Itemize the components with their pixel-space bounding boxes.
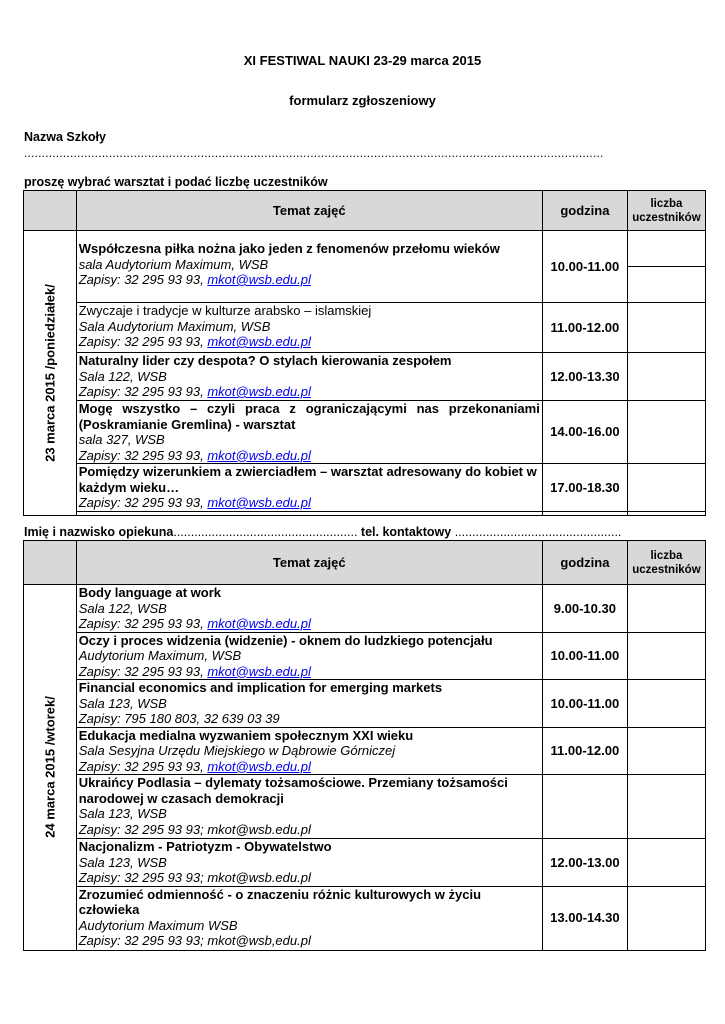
school-name-label: Nazwa Szkoły bbox=[24, 130, 106, 144]
table-row bbox=[24, 839, 706, 887]
table-row bbox=[24, 585, 706, 633]
workshop-time: 11.00-12.00 bbox=[542, 727, 627, 775]
table-row bbox=[24, 464, 706, 512]
participants-input[interactable] bbox=[627, 727, 705, 775]
workshop-time: 9.00-10.30 bbox=[542, 585, 627, 633]
workshop-time: 17.00-18.30 bbox=[542, 464, 627, 512]
workshop-topic: Oczy i proces widzenia (widzenie) - oknem do ludzkiego potencjału Audytorium Maximum, WSB Zapisy: 32 295 93 93, mkot@wsb.edu.pl bbox=[76, 632, 542, 680]
school-name-field[interactable]: .................................................................................................................................................................... bbox=[24, 146, 604, 160]
table-row bbox=[24, 401, 706, 464]
header-day-cell bbox=[24, 191, 77, 231]
workshop-time: 12.00-13.00 bbox=[542, 839, 627, 887]
workshop-time: 13.00-14.30 bbox=[542, 886, 627, 950]
workshop-time: 12.00-13.30 bbox=[542, 353, 627, 401]
day-label: 23 marca 2015 /poniedziałek/ bbox=[42, 284, 58, 462]
workshop-topic: Edukacja medialna wyzwaniem społecznym XXI wieku Sala Sesyjna Urzędu Miejskiego w Dąbrowie Górniczej Zapisy: 32 295 93 93, mkot@wsb.edu.pl bbox=[76, 727, 542, 775]
email-link[interactable]: mkot@wsb.edu.pl bbox=[207, 616, 311, 631]
participants-input[interactable] bbox=[627, 839, 705, 887]
table-row bbox=[24, 727, 706, 775]
table-spacer-row bbox=[24, 512, 706, 516]
workshop-topic: Zwyczaje i tradycje w kulturze arabsko – islamskiej Sala Audytorium Maximum, WSB Zapisy: 32 295 93 93, mkot@wsb.edu.pl bbox=[76, 303, 542, 353]
caretaker-phone-field[interactable]: ................................................ bbox=[454, 525, 622, 539]
table-header-row bbox=[24, 191, 706, 231]
workshop-time bbox=[542, 775, 627, 839]
email-link[interactable]: mkot@wsb.edu.pl bbox=[207, 663, 311, 679]
caretaker-name-field[interactable]: ..................................................... bbox=[173, 525, 358, 539]
form-subtitle: formularz zgłoszeniowy bbox=[289, 93, 436, 108]
table-row bbox=[24, 775, 706, 839]
email-link[interactable]: mkot@wsb.edu.pl bbox=[207, 447, 311, 463]
email-link[interactable]: mkot@wsb.edu.pl bbox=[207, 272, 311, 287]
workshop-time: 10.00-11.00 bbox=[542, 632, 627, 680]
participants-input[interactable] bbox=[627, 353, 705, 401]
participants-input[interactable] bbox=[627, 231, 705, 267]
workshop-topic: Ukraińcy Podlasia – dylematy tożsamościowe. Przemiany tożsamości narodowej w czasach demokracji Sala 123, WSB Zapisy: 32 295 93 93; mkot@wsb.edu.pl bbox=[76, 775, 542, 839]
participants-input[interactable] bbox=[627, 464, 705, 512]
day-label-cell bbox=[24, 231, 77, 516]
table-row bbox=[24, 303, 706, 353]
day-label: 24 marca 2015 /wtorek/ bbox=[42, 696, 58, 839]
header-day-cell bbox=[24, 541, 77, 585]
workshop-topic: Nacjonalizm - Patriotyzm - Obywatelstwo Sala 123, WSB Zapisy: 32 295 93 93; mkot@wsb.edu.pl bbox=[76, 839, 542, 887]
participants-input[interactable] bbox=[627, 267, 705, 303]
workshop-table-day2 bbox=[23, 540, 706, 951]
header-time: godzina bbox=[542, 541, 627, 585]
participants-input[interactable] bbox=[627, 680, 705, 728]
participants-input[interactable] bbox=[627, 775, 705, 839]
email-link[interactable]: mkot@wsb.edu.pl bbox=[207, 334, 311, 349]
header-count: liczba uczestników bbox=[627, 191, 705, 231]
table-row bbox=[24, 632, 706, 680]
workshop-time: 11.00-12.00 bbox=[542, 303, 627, 353]
email-link[interactable]: mkot@wsb.edu.pl bbox=[207, 758, 311, 774]
header-count: liczba uczestników bbox=[627, 541, 705, 585]
header-topic: Temat zajęć bbox=[76, 541, 542, 585]
table-header-row bbox=[24, 541, 706, 585]
participants-input[interactable] bbox=[627, 303, 705, 353]
caretaker-name-label: Imię i nazwisko opiekuna bbox=[24, 525, 174, 539]
festival-title: XI FESTIWAL NAUKI 23-29 marca 2015 bbox=[243, 53, 482, 68]
workshop-time: 10.00-11.00 bbox=[542, 231, 627, 303]
email-link[interactable]: mkot@wsb.edu.pl bbox=[207, 384, 311, 399]
workshop-topic: Mogę wszystko – czyli praca z ograniczającymi nas przekonaniami (Poskramianie Gremlina) - warsztat sala 327, WSB Zapisy: 32 295 93 93, mkot@wsb.edu.pl bbox=[76, 401, 542, 464]
caretaker-phone-label: tel. kontaktowy bbox=[360, 525, 452, 539]
table-row bbox=[24, 680, 706, 728]
workshop-table-day1 bbox=[23, 190, 706, 516]
participants-input[interactable] bbox=[627, 632, 705, 680]
workshop-topic: Zrozumieć odmienność - o znaczeniu różnic kulturowych w życiu człowieka Audytorium Maximum WSB Zapisy: 32 295 93 93; mkot@wsb,edu.pl bbox=[76, 886, 542, 950]
workshop-time: 14.00-16.00 bbox=[542, 401, 627, 464]
workshop-topic: Financial economics and implication for emerging markets Sala 123, WSB Zapisy: 795 180 803, 32 639 03 39 bbox=[76, 680, 542, 728]
workshop-topic: Body language at work Sala 122, WSB Zapisy: 32 295 93 93, mkot@wsb.edu.pl bbox=[76, 585, 542, 633]
table-row bbox=[24, 231, 706, 267]
table-row bbox=[24, 353, 706, 401]
instruction-text: proszę wybrać warsztat i podać liczbę uczestników bbox=[24, 175, 328, 189]
day-label-cell bbox=[24, 585, 77, 951]
email-link[interactable]: mkot@wsb.edu.pl bbox=[207, 495, 311, 510]
participants-input[interactable] bbox=[627, 585, 705, 633]
workshop-topic: Współczesna piłka nożna jako jeden z fenomenów przełomu wieków sala Audytorium Maximum, WSB Zapisy: 32 295 93 93, mkot@wsb.edu.pl bbox=[76, 231, 542, 303]
header-topic: Temat zajęć bbox=[76, 191, 542, 231]
workshop-topic: Pomiędzy wizerunkiem a zwierciadłem – warsztat adresowany do kobiet w każdym wieku… Zapisy: 32 295 93 93, mkot@wsb.edu.pl bbox=[76, 464, 542, 512]
workshop-topic: Naturalny lider czy despota? O stylach kierowania zespołem Sala 122, WSB Zapisy: 32 295 93 93, mkot@wsb.edu.pl bbox=[76, 353, 542, 401]
header-time: godzina bbox=[542, 191, 627, 231]
participants-input[interactable] bbox=[627, 886, 705, 950]
caretaker-line bbox=[24, 525, 621, 539]
table-row bbox=[24, 886, 706, 950]
participants-input[interactable] bbox=[627, 401, 705, 464]
workshop-time: 10.00-11.00 bbox=[542, 680, 627, 728]
